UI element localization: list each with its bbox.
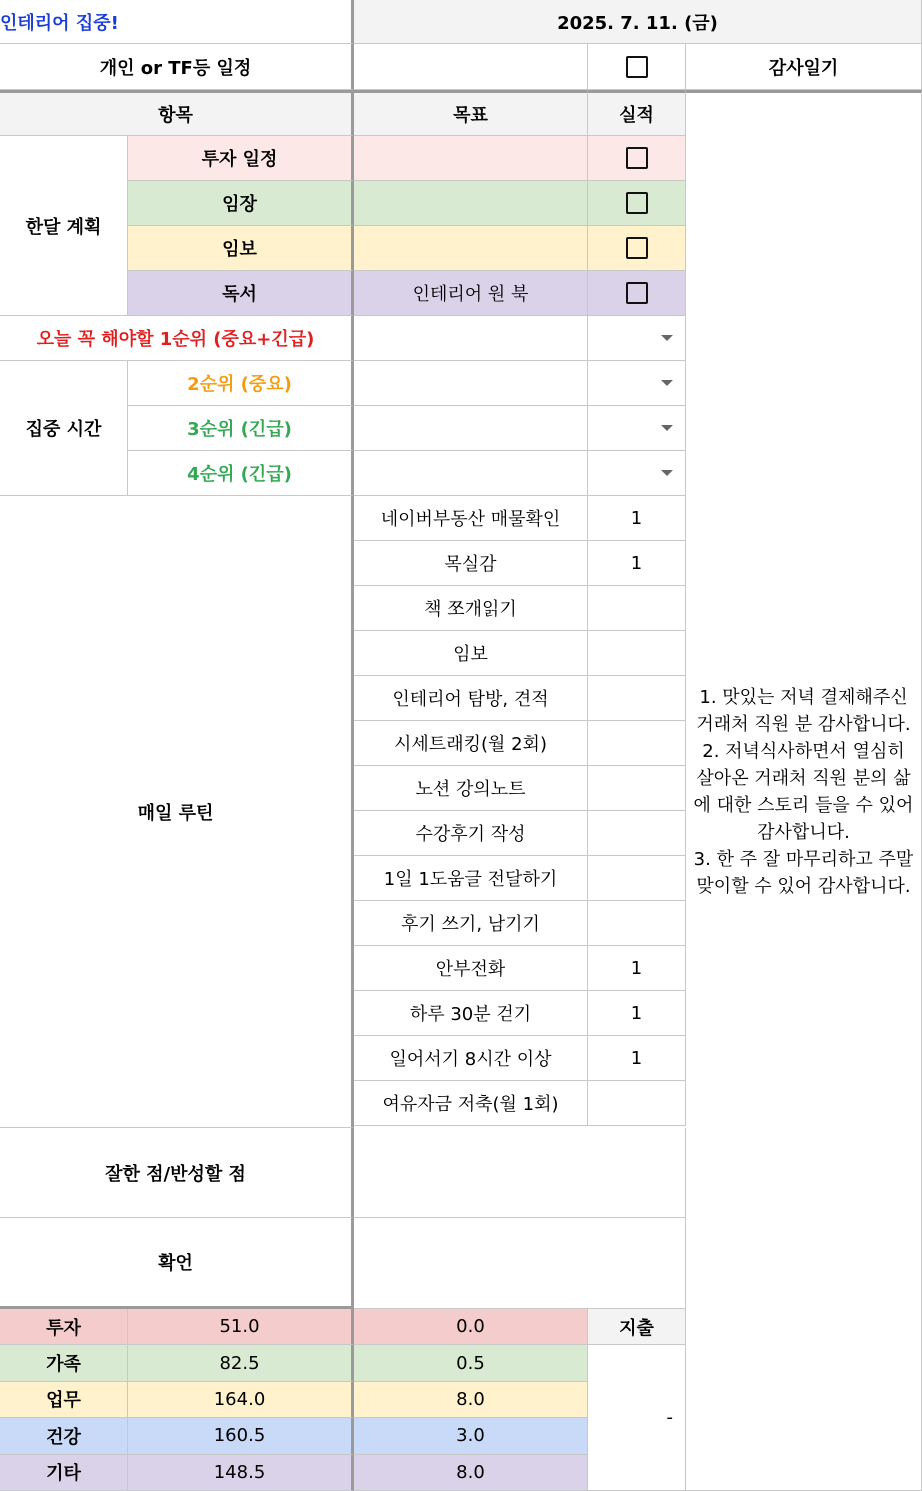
expense-label: 지출: [588, 1309, 686, 1345]
routine-item-value[interactable]: 1: [588, 946, 686, 991]
priority-4-label: 4순위 (긴급): [128, 451, 354, 496]
routine-item-value[interactable]: 1: [588, 1036, 686, 1081]
expense-value: -: [588, 1345, 686, 1491]
routine-item-value[interactable]: [588, 586, 686, 631]
summary-today: 3.0: [354, 1418, 588, 1454]
routine-item-name: 네이버부동산 매물확인: [354, 496, 588, 541]
summary-category: 가족: [0, 1345, 128, 1381]
priority-3-dropdown[interactable]: [588, 406, 686, 451]
routine-item-name: 안부전화: [354, 946, 588, 991]
summary-today: 8.0: [354, 1455, 588, 1491]
affirmation-input[interactable]: [354, 1218, 686, 1309]
reflection-label: 잘한 점/반성할 점: [0, 1128, 354, 1218]
routine-item-value[interactable]: [588, 901, 686, 946]
chevron-down-icon[interactable]: [661, 470, 673, 476]
routine-item-name: 1일 1도움글 전달하기: [354, 856, 588, 901]
priority-4-dropdown[interactable]: [588, 451, 686, 496]
monthly-row-checkbox-cell[interactable]: [588, 271, 686, 316]
priority-3-goal[interactable]: [354, 406, 588, 451]
summary-today: 8.0: [354, 1382, 588, 1418]
priority-2-dropdown[interactable]: [588, 361, 686, 406]
daily-routine-label: 매일 루틴: [0, 496, 354, 1128]
monthly-row-checkbox-cell[interactable]: [588, 181, 686, 226]
summary-total: 82.5: [128, 1345, 354, 1381]
summary-total: 164.0: [128, 1382, 354, 1418]
summary-today: 0.0: [354, 1309, 588, 1345]
routine-item-name: 하루 30분 걷기: [354, 991, 588, 1036]
routine-item-value[interactable]: [588, 676, 686, 721]
monthly-row-goal[interactable]: [354, 136, 588, 181]
routine-item-name: 인테리어 탐방, 견적: [354, 676, 588, 721]
chevron-down-icon[interactable]: [661, 380, 673, 386]
monthly-row-checkbox-cell[interactable]: [588, 226, 686, 271]
checkbox[interactable]: [626, 237, 648, 259]
monthly-row-goal[interactable]: [354, 226, 588, 271]
monthly-row-name: 임장: [128, 181, 354, 226]
summary-category: 업무: [0, 1382, 128, 1418]
monthly-row-name: 투자 일정: [128, 136, 354, 181]
monthly-row-goal[interactable]: 인테리어 원 북: [354, 271, 588, 316]
monthly-row-name: 임보: [128, 226, 354, 271]
checkbox[interactable]: [626, 147, 648, 169]
sheet-title: 인테리어 집중!: [0, 0, 354, 44]
routine-item-value[interactable]: 1: [588, 496, 686, 541]
summary-category: 기타: [0, 1455, 128, 1491]
checkbox[interactable]: [626, 282, 648, 304]
checkbox[interactable]: [626, 56, 648, 78]
routine-item-name: 노션 강의노트: [354, 766, 588, 811]
routine-item-name: 책 쪼개읽기: [354, 586, 588, 631]
priority-1-goal[interactable]: [354, 316, 588, 361]
column-header-result: 실적: [588, 90, 686, 136]
routine-item-value[interactable]: [588, 721, 686, 766]
personal-schedule-goal[interactable]: [354, 44, 588, 90]
monthly-plan-label: 한달 계획: [0, 136, 128, 316]
personal-schedule-checkbox-cell[interactable]: [588, 44, 686, 90]
routine-item-value[interactable]: [588, 856, 686, 901]
routine-item-name: 후기 쓰기, 남기기: [354, 901, 588, 946]
gratitude-label: 감사일기: [686, 44, 922, 90]
focus-time-label: 집중 시간: [0, 361, 128, 496]
summary-total: 160.5: [128, 1418, 354, 1454]
summary-category: 건강: [0, 1418, 128, 1454]
gratitude-text[interactable]: 1. 맛있는 저녁 결제해주신 거래처 직원 분 감사합니다. 2. 저녁식사하면서 열심히 살아온 거래처 직원 분의 삶에 대한 스토리 들을 수 있어 감사합니다. 3. 한 주 잘 마무리하고 주말 맞이할 수 있어 감사합니다.: [686, 90, 922, 1491]
priority-3-label: 3순위 (긴급): [128, 406, 354, 451]
routine-item-value[interactable]: [588, 766, 686, 811]
routine-item-name: 목실감: [354, 541, 588, 586]
monthly-row-checkbox-cell[interactable]: [588, 136, 686, 181]
priority-2-goal[interactable]: [354, 361, 588, 406]
monthly-row-goal[interactable]: [354, 181, 588, 226]
summary-total: 51.0: [128, 1309, 354, 1345]
monthly-row-name: 독서: [128, 271, 354, 316]
routine-item-name: 여유자금 저축(월 1회): [354, 1081, 588, 1126]
chevron-down-icon[interactable]: [661, 335, 673, 341]
routine-item-value[interactable]: [588, 811, 686, 856]
priority-1-label: 오늘 꼭 해야할 1순위 (중요+긴급): [0, 316, 354, 361]
routine-item-name: 수강후기 작성: [354, 811, 588, 856]
routine-item-name: 임보: [354, 631, 588, 676]
summary-category: 투자: [0, 1309, 128, 1345]
routine-item-name: 일어서기 8시간 이상: [354, 1036, 588, 1081]
priority-2-label: 2순위 (중요): [128, 361, 354, 406]
checkbox[interactable]: [626, 192, 648, 214]
routine-item-name: 시세트래킹(월 2회): [354, 721, 588, 766]
routine-item-value[interactable]: 1: [588, 991, 686, 1036]
priority-1-dropdown[interactable]: [588, 316, 686, 361]
chevron-down-icon[interactable]: [661, 425, 673, 431]
affirmation-label: 확언: [0, 1218, 354, 1309]
date-cell: 2025. 7. 11. (금): [354, 0, 922, 44]
personal-schedule-label: 개인 or TF등 일정: [0, 44, 354, 90]
routine-item-value[interactable]: [588, 1081, 686, 1126]
column-header-goal: 목표: [354, 90, 588, 136]
priority-4-goal[interactable]: [354, 451, 588, 496]
summary-total: 148.5: [128, 1455, 354, 1491]
reflection-input[interactable]: [354, 1128, 686, 1218]
column-header-item: 항목: [0, 90, 354, 136]
routine-item-value[interactable]: 1: [588, 541, 686, 586]
summary-today: 0.5: [354, 1345, 588, 1381]
routine-item-value[interactable]: [588, 631, 686, 676]
